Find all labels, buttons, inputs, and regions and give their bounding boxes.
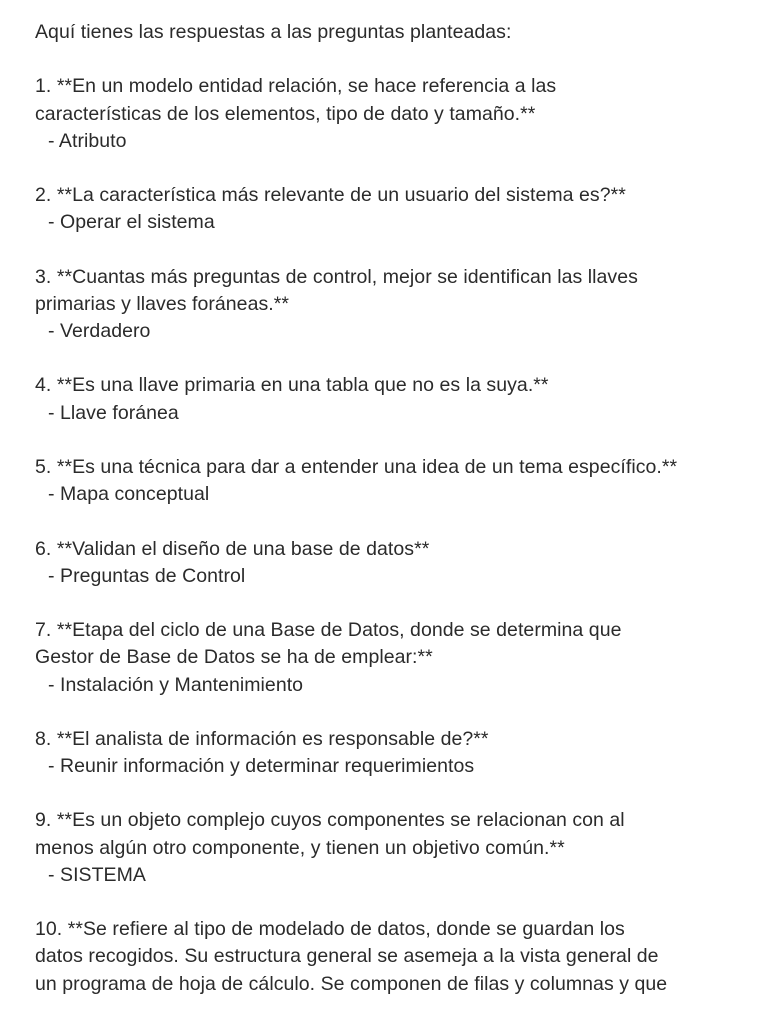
spacer <box>35 780 745 807</box>
question-line: datos recogidos. Su estructura general se asemeja a la vista general de <box>35 945 659 968</box>
question-line: 6. **Validan el diseño de una base de datos** <box>35 537 430 560</box>
question-line: 3. **Cuantas más preguntas de control, mejor se identifican las llaves <box>35 265 638 288</box>
intro-text: Aquí tienes las respuestas a las preguntas planteadas: <box>35 21 512 43</box>
answer-text: - Atributo <box>48 129 127 152</box>
answer-text: - Operar el sistema <box>48 211 215 234</box>
question-line: 10. **Se refiere al tipo de modelado de datos, donde se guardan los <box>35 918 625 941</box>
answer-text: - Reunir información y determinar requerimientos <box>48 755 475 778</box>
answer-text: - Llave foránea <box>48 401 179 424</box>
qa-item-5 <box>35 454 745 508</box>
qa-item-8 <box>35 726 745 780</box>
qa-item-4 <box>35 372 745 426</box>
question-line: primarias y llaves foráneas.** <box>35 292 290 315</box>
spacer <box>35 237 745 264</box>
question-line: un programa de hoja de cálculo. Se componen de filas y columnas y que <box>35 972 668 995</box>
spacer <box>35 155 745 182</box>
spacer <box>35 427 745 454</box>
question-line: 4. **Es una llave primaria en una tabla que no es la suya.** <box>35 374 549 397</box>
question-line: 9. **Es un objeto complejo cuyos componentes se relacionan con al <box>35 809 625 832</box>
question-line: características de los elementos, tipo de dato y tamaño.** <box>35 102 536 125</box>
question-line: 8. **El analista de información es responsable de?** <box>35 727 489 750</box>
answer-text: - Verdadero <box>48 320 151 343</box>
qa-item-2 <box>35 182 745 236</box>
answer-text: - Mapa conceptual <box>48 483 210 506</box>
question-line: Gestor de Base de Datos se ha de emplear:** <box>35 646 433 669</box>
question-line: menos algún otro componente, y tienen un objetivo común.** <box>35 836 565 859</box>
answer-text: - Instalación y Mantenimiento <box>48 673 304 696</box>
spacer <box>35 889 745 916</box>
qa-item-6 <box>35 536 745 590</box>
question-line: 5. **Es una técnica para dar a entender una idea de un tema específico.** <box>35 456 678 478</box>
qa-item-10 <box>35 916 745 998</box>
spacer <box>35 699 745 726</box>
question-line: 7. **Etapa del ciclo de una Base de Datos, donde se determina que <box>35 619 622 642</box>
spacer <box>35 46 745 73</box>
answer-text: - Preguntas de Control <box>48 564 246 587</box>
spacer <box>35 508 745 535</box>
qa-item-7 <box>35 617 745 699</box>
answer-text: - SISTEMA <box>48 863 146 886</box>
qa-item-1 <box>35 73 745 155</box>
question-line: 2. **La característica más relevante de un usuario del sistema es?** <box>35 184 626 207</box>
qa-item-3 <box>35 264 745 346</box>
answers-document <box>35 19 745 998</box>
qa-item-9 <box>35 807 745 889</box>
spacer <box>35 590 745 617</box>
spacer <box>35 345 745 372</box>
question-line: 1. **En un modelo entidad relación, se hace referencia a las <box>35 75 557 98</box>
